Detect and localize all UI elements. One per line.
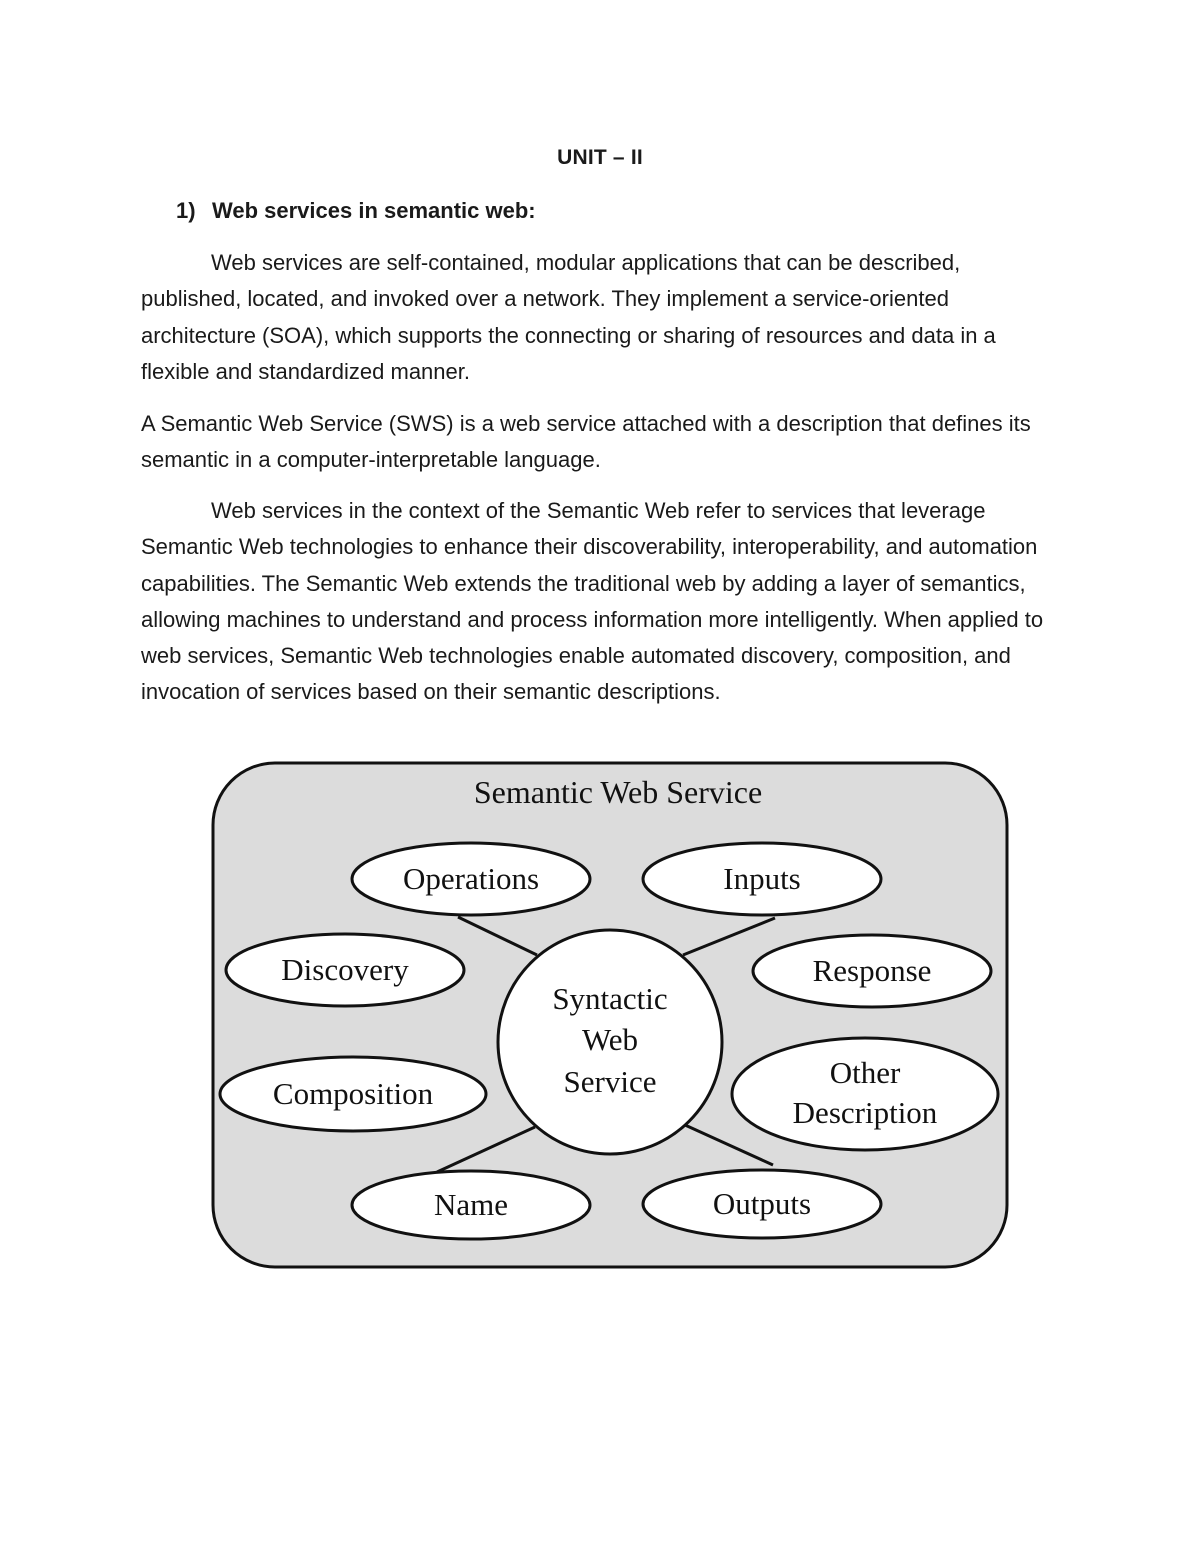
paragraph-semantic-context: Web services in the context of the Semantic Web refer to services that leverage Semantic Web technologies to enhance their discoverability, interoperability, and automation capabilities. The Semantic Web extends the traditional web by adding a layer of semantics, allowing machines to understand and process information more intelligently. When applied to web services, Semantic Web technologies enable automated discovery, composition, and invocation of services based on their semantic descriptions. bbox=[141, 498, 1044, 705]
paragraph-web-services: Web services are self-contained, modular applications that can be described, published, located, and invoked over a network. They implement a service-oriented architecture (SOA), which supports the connecting or sharing of resources and data in a flexible and standardized manner. bbox=[141, 250, 996, 384]
node-inputs-label: Inputs bbox=[723, 861, 801, 896]
node-response-label: Response bbox=[812, 953, 932, 988]
section-heading bbox=[176, 198, 536, 224]
center-label-line2: Web bbox=[581, 1022, 639, 1057]
center-label-line3: Service bbox=[563, 1064, 657, 1099]
node-composition-label: Composition bbox=[272, 1076, 434, 1111]
node-name-label: Name bbox=[433, 1187, 509, 1222]
section-title: Web services in semantic web: bbox=[212, 198, 536, 223]
node-discovery-label: Discovery bbox=[281, 952, 409, 987]
node-operations-label: Operations bbox=[402, 861, 540, 896]
diagram-svg bbox=[205, 755, 1015, 1275]
semantic-web-service-diagram bbox=[205, 755, 1015, 1275]
center-label-line1: Syntactic bbox=[552, 981, 668, 1016]
paragraph-sws-definition: A Semantic Web Service (SWS) is a web service attached with a description that defines its semantic in a computer-interpretable language. bbox=[141, 411, 1031, 473]
node-outputs-label: Outputs bbox=[712, 1186, 812, 1221]
node-other-label-line1: Other bbox=[829, 1055, 901, 1090]
diagram-title: Semantic Web Service bbox=[473, 774, 763, 810]
node-other-label-line2: Description bbox=[792, 1095, 938, 1130]
unit-title: UNIT – II bbox=[557, 146, 643, 169]
section-number: 1) bbox=[176, 198, 196, 223]
